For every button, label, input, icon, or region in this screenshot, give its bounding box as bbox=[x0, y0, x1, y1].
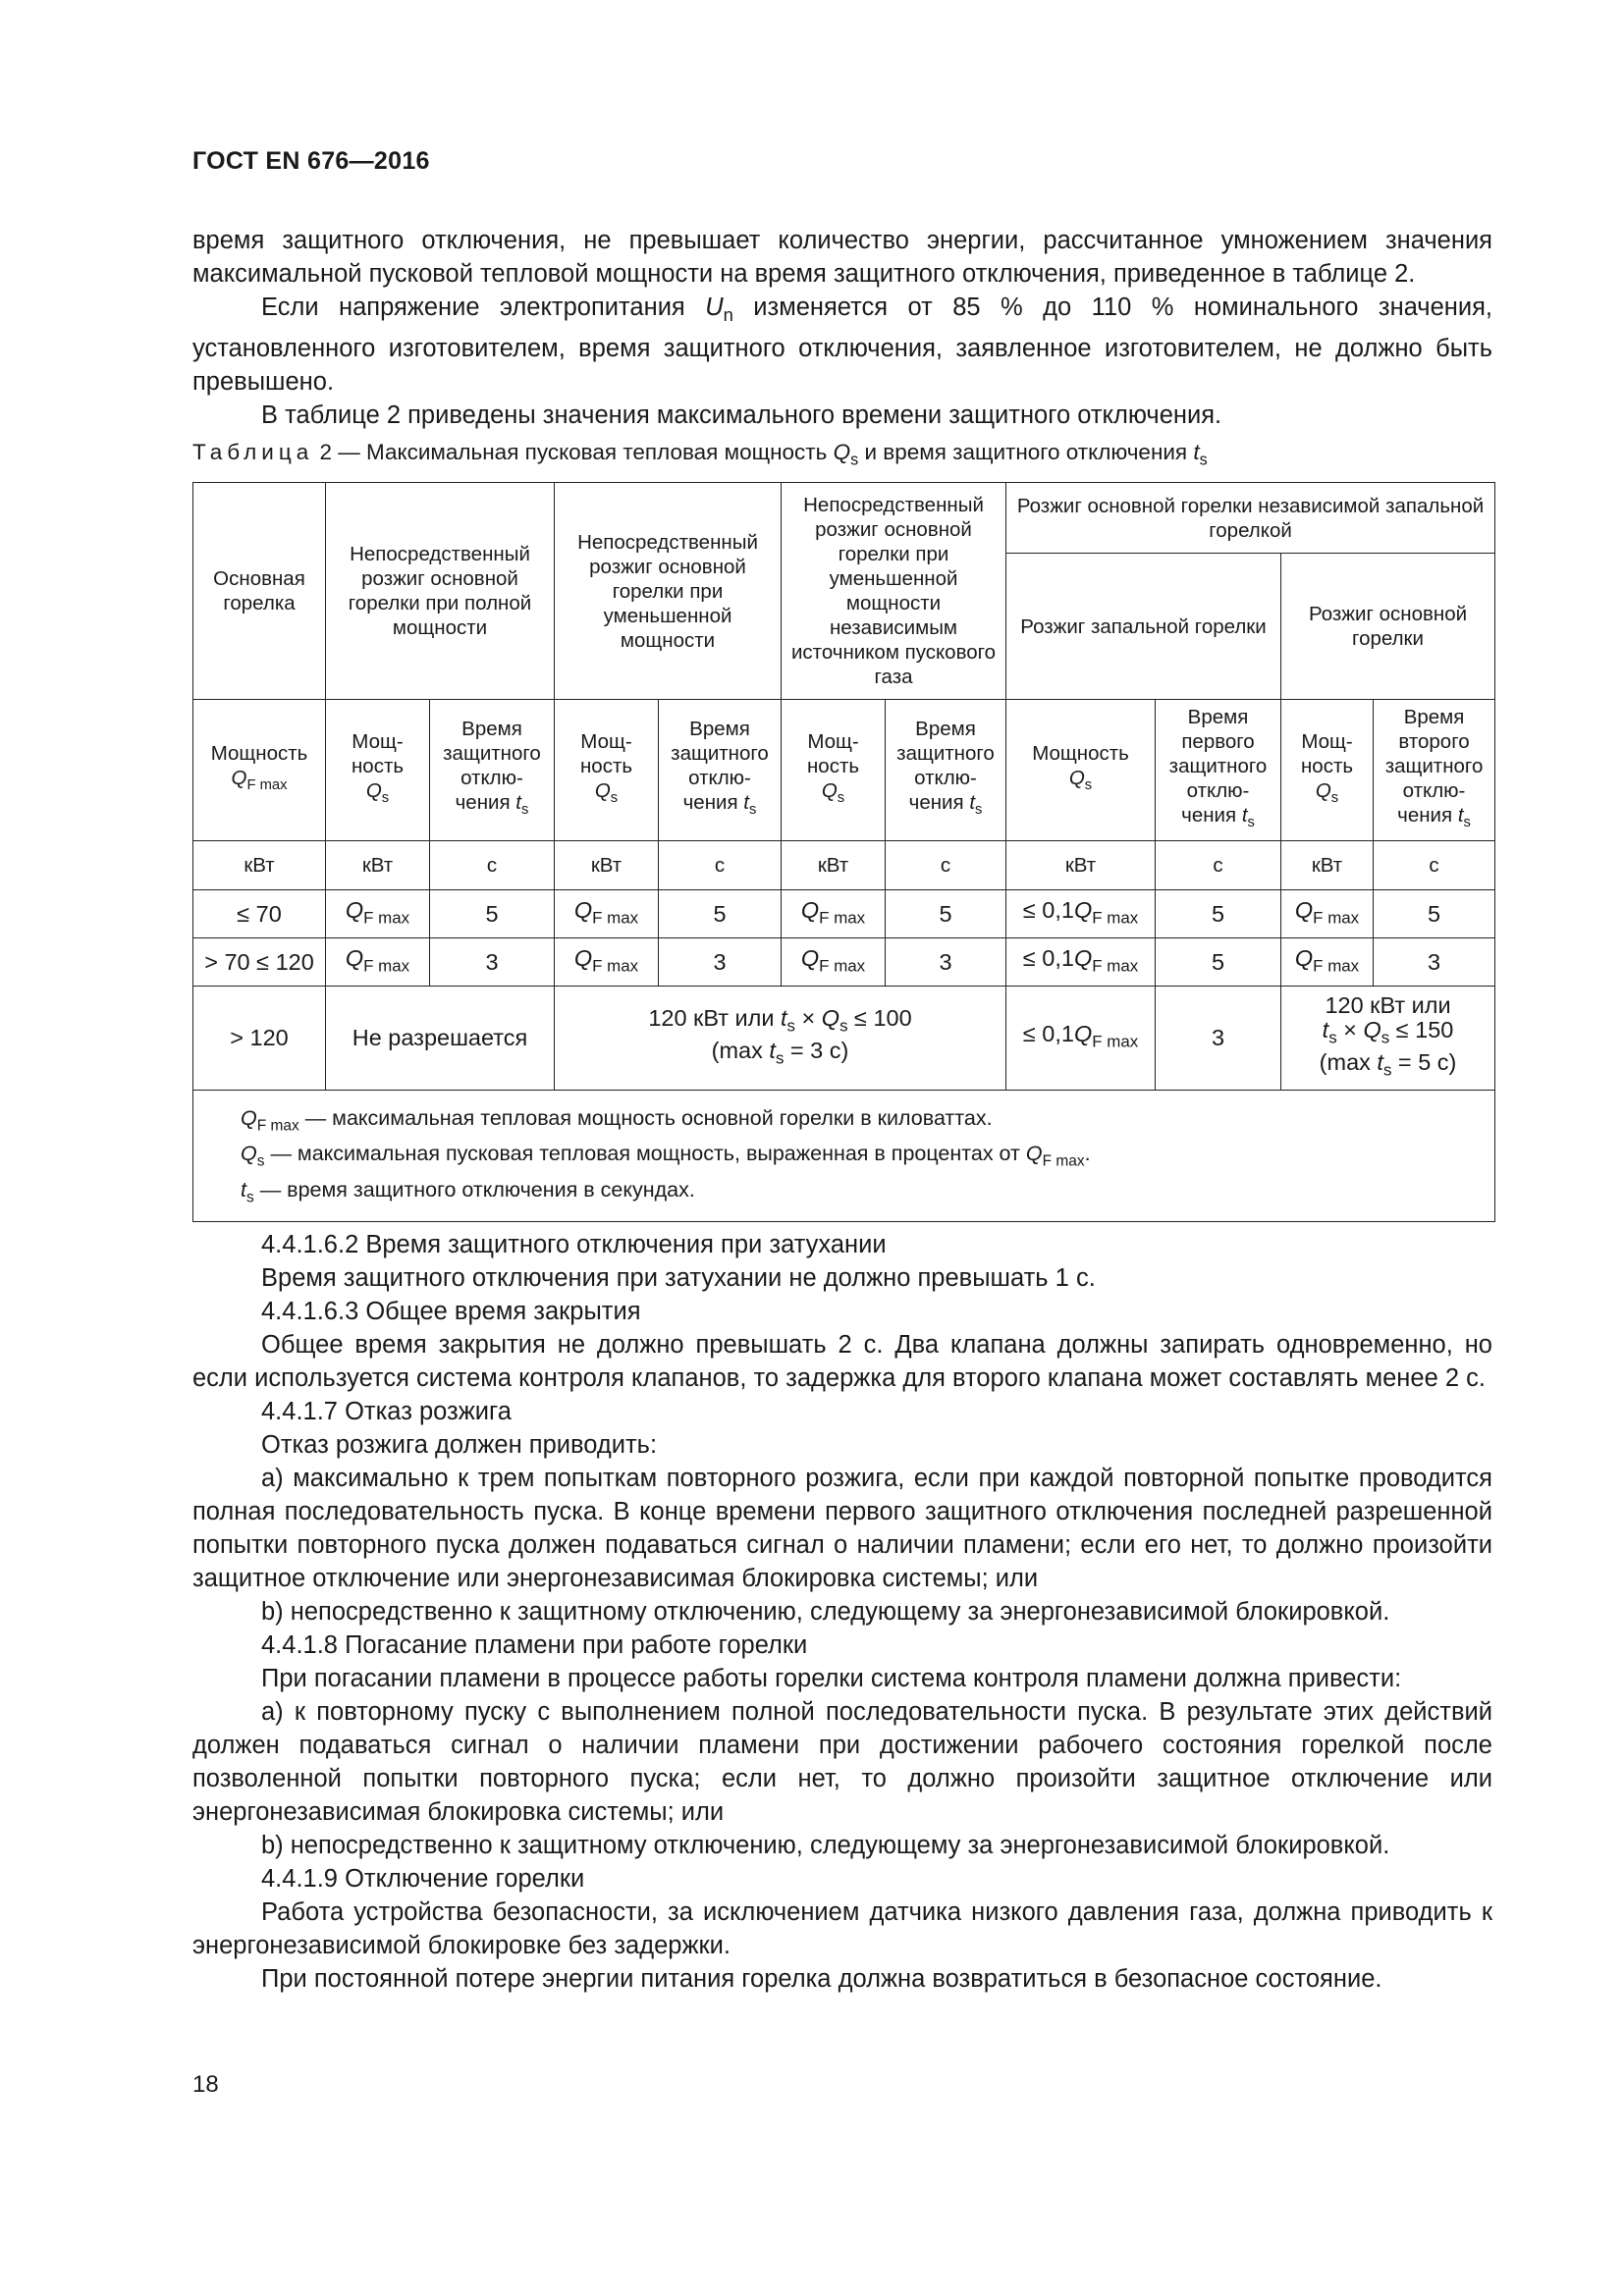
unit-kw: кВт bbox=[1006, 841, 1156, 890]
value-cell: 3 bbox=[430, 938, 555, 987]
subheader-pilot-power: Мощность $Q_s$ bbox=[1006, 700, 1156, 841]
unit-kw: кВт bbox=[193, 841, 326, 890]
table-caption: Таблица 2 — Максимальная пусковая тепловая мощность $Q_s$ и время защитного отключения $t_s$ bbox=[192, 440, 1208, 469]
row-le-70 bbox=[193, 890, 1495, 938]
note-qf-max: $Q_{F max}$ — максимальная тепловая мощность основной горелки в киловаттах. bbox=[241, 1106, 993, 1135]
unit-s: с bbox=[659, 841, 782, 890]
value-cell: 3 bbox=[886, 938, 1006, 987]
value-cell: 5 bbox=[430, 890, 555, 938]
subheader-second-time: Время второго защитного отклю-чения $t_s$ bbox=[1374, 700, 1495, 841]
list-item-b: b) непосредственно к защитному отключению, следующему за энергонезависимой блокировкой. bbox=[261, 1598, 1390, 1626]
section-4-4-1-6-2-heading: 4.4.1.6.2 Время защитного отключения при затухании bbox=[261, 1231, 887, 1258]
body-paragraph: Работа устройства безопасности, за исключением датчика низкого давления газа, должна приводить к энергонезависимой блокировке без задержки. bbox=[192, 1898, 1492, 1959]
value-cell: 3 bbox=[659, 938, 782, 987]
body-paragraph: Отказ розжига должен приводить: bbox=[261, 1431, 658, 1459]
value-cell: 5 bbox=[659, 890, 782, 938]
subheader-qs: Мощ-ность $Q_s$ bbox=[555, 700, 659, 841]
pilot-power-cell: ≤ $0,1Q_{F max}$ bbox=[1006, 938, 1156, 987]
subheader-ts: Время защитного отклю-чения $t_s$ bbox=[659, 700, 782, 841]
header-pilot-group: Розжиг основной горелки независимой запальной горелкой bbox=[1006, 483, 1495, 554]
body-paragraph: При постоянной потере энергии питания горелка должна возвратиться в безопасное состояние. bbox=[261, 1965, 1382, 1993]
header-direct-reduced: Непосредственный розжиг основной горелки при уменьшенной мощности bbox=[555, 483, 782, 700]
unit-kw: кВт bbox=[782, 841, 886, 890]
unit-s: с bbox=[886, 841, 1006, 890]
section-4-4-1-7-heading: 4.4.1.7 Отказ розжига bbox=[261, 1398, 512, 1425]
row-70-120 bbox=[193, 938, 1495, 987]
header-main-burner: Основная горелка bbox=[193, 483, 326, 700]
subheader-ts: Время защитного отклю-чения $t_s$ bbox=[886, 700, 1006, 841]
subheader-ts: Время защитного отклю-чения $t_s$ bbox=[430, 700, 555, 841]
list-item-b: b) непосредственно к защитному отключению, следующему за энергонезависимой блокировкой. bbox=[261, 1832, 1390, 1859]
intro-paragraph-2: Если напряжение электропитания $U_n$ изменяется от 85 % до 110 % номинального значения, установленного изготовителем, время защитного отключения, заявленное изготовителем, не должно быть превышено. bbox=[192, 294, 1492, 397]
qf-max-cell: $Q_{F max}$ bbox=[555, 938, 659, 987]
unit-kw: кВт bbox=[555, 841, 659, 890]
section-4-4-1-8-heading: 4.4.1.8 Погасание пламени при работе горелки bbox=[261, 1631, 808, 1659]
list-item-a: a) максимально к трем попыткам повторного розжига, если при каждой повторной попытке проводится полная последовательность пуска. В конце времени первого защитного отключения последней разрешенной попытки повторного пуска должен подаваться сигнал о наличии пламени; если его нет, то должно произойти защитное отключение или энергонезависимая блокировка системы; или bbox=[192, 1465, 1492, 1592]
section-4-4-1-9-heading: 4.4.1.9 Отключение горелки bbox=[261, 1865, 585, 1893]
value-cell: 5 bbox=[1374, 890, 1495, 938]
unit-s: с bbox=[1374, 841, 1495, 890]
units-row bbox=[193, 841, 1495, 890]
value-cell: 5 bbox=[1156, 890, 1281, 938]
limit-100-cell: 120 кВт или $t_s \times Q_s \le 100$ (max $t_s = 3$ с) bbox=[555, 987, 1006, 1091]
value-cell: 5 bbox=[1156, 938, 1281, 987]
table-notes-row bbox=[193, 1091, 1495, 1222]
subheader-first-time: Время первого защитного отклю-чения $t_s$ bbox=[1156, 700, 1281, 841]
note-ts: $t_s$ — время защитного отключения в секундах. bbox=[241, 1177, 695, 1205]
subheader-qs: Мощ-ность $Q_s$ bbox=[1281, 700, 1374, 841]
body-paragraph: Общее время закрытия не должно превышать 2 с. Два клапана должны запирать одновременно, но если используется система контроля клапанов, то задержка для второго клапана может составлять менее 2 с. bbox=[192, 1331, 1492, 1392]
row-gt-120 bbox=[193, 987, 1495, 1091]
limit-150-cell: 120 кВт или $t_s \times Q_s \le 150$ (max $t_s = 5$ с) bbox=[1281, 987, 1495, 1091]
header-pilot-ignition: Розжиг запальной горелки bbox=[1006, 554, 1281, 700]
subheader-qs: Мощ-ность $Q_s$ bbox=[782, 700, 886, 841]
unit-s: с bbox=[1156, 841, 1281, 890]
table-notes bbox=[193, 1091, 1495, 1222]
qf-max-cell: $Q_{F max}$ bbox=[326, 938, 430, 987]
value-cell: 5 bbox=[886, 890, 1006, 938]
intro-text bbox=[192, 224, 1492, 432]
subheader-row bbox=[193, 700, 1495, 841]
range-cell: > 120 bbox=[193, 987, 326, 1091]
range-cell: ≤ 70 bbox=[193, 890, 326, 938]
unit-kw: кВт bbox=[1281, 841, 1374, 890]
page-number: 18 bbox=[192, 2071, 219, 2098]
table-2 bbox=[192, 482, 1495, 1222]
qf-max-cell: $Q_{F max}$ bbox=[326, 890, 430, 938]
range-cell: > 70 ≤ 120 bbox=[193, 938, 326, 987]
body-paragraph: При погасании пламени в процессе работы горелки система контроля пламени должна привести: bbox=[261, 1665, 1402, 1692]
intro-paragraph-3: В таблице 2 приведены значения максимального времени защитного отключения. bbox=[261, 401, 1222, 430]
note-qs: $Q_s$ — максимальная пусковая тепловая мощность, выраженная в процентах от $Q_{F max}$. bbox=[241, 1142, 1091, 1170]
body-text bbox=[192, 1228, 1492, 1996]
header-direct-full: Непосредственный розжиг основной горелки при полной мощности bbox=[326, 483, 555, 700]
qf-max-cell: $Q_{F max}$ bbox=[782, 890, 886, 938]
document-header: ГОСТ EN 676—2016 bbox=[192, 147, 430, 175]
pilot-power-cell: ≤ $0,1Q_{F max}$ bbox=[1006, 890, 1156, 938]
value-cell: 3 bbox=[1156, 987, 1281, 1091]
qf-max-cell: $Q_{F max}$ bbox=[1281, 938, 1374, 987]
subheader-qs: Мощ-ность $Q_s$ bbox=[326, 700, 430, 841]
value-cell: 3 bbox=[1374, 938, 1495, 987]
header-independent-gas: Непосредственный розжиг основной горелки при уменьшенной мощности независимым источником пускового газа bbox=[782, 483, 1006, 700]
qf-max-cell: $Q_{F max}$ bbox=[1281, 890, 1374, 938]
section-4-4-1-6-3-heading: 4.4.1.6.3 Общее время закрытия bbox=[261, 1298, 641, 1325]
subheader-power: Мощность $Q_{F max}$ bbox=[193, 700, 326, 841]
qf-max-cell: $Q_{F max}$ bbox=[782, 938, 886, 987]
unit-s: с bbox=[430, 841, 555, 890]
unit-kw: кВт bbox=[326, 841, 430, 890]
intro-paragraph-1: время защитного отключения, не превышает количество энергии, рассчитанное умножением значения максимальной пусковой тепловой мощности на время защитного отключения, приведенное в таблице 2. bbox=[192, 227, 1492, 288]
qf-max-cell: $Q_{F max}$ bbox=[555, 890, 659, 938]
list-item-a: a) к повторному пуску с выполнением полной последовательности пуска. В результате этих действий должен подаваться сигнал о наличии пламени при достижении рабочего состояния горелкой после позволенной попытки повторного пуска; если нет, то должно произойти защитное отключение или энергонезависимая блокировка системы; или bbox=[192, 1698, 1492, 1826]
body-paragraph: Время защитного отключения при затухании не должно превышать 1 с. bbox=[261, 1264, 1096, 1292]
pilot-power-cell: ≤ $0,1Q_{F max}$ bbox=[1006, 987, 1156, 1091]
header-main-ignition: Розжиг основной горелки bbox=[1281, 554, 1495, 700]
not-allowed-cell: Не разрешается bbox=[326, 987, 555, 1091]
